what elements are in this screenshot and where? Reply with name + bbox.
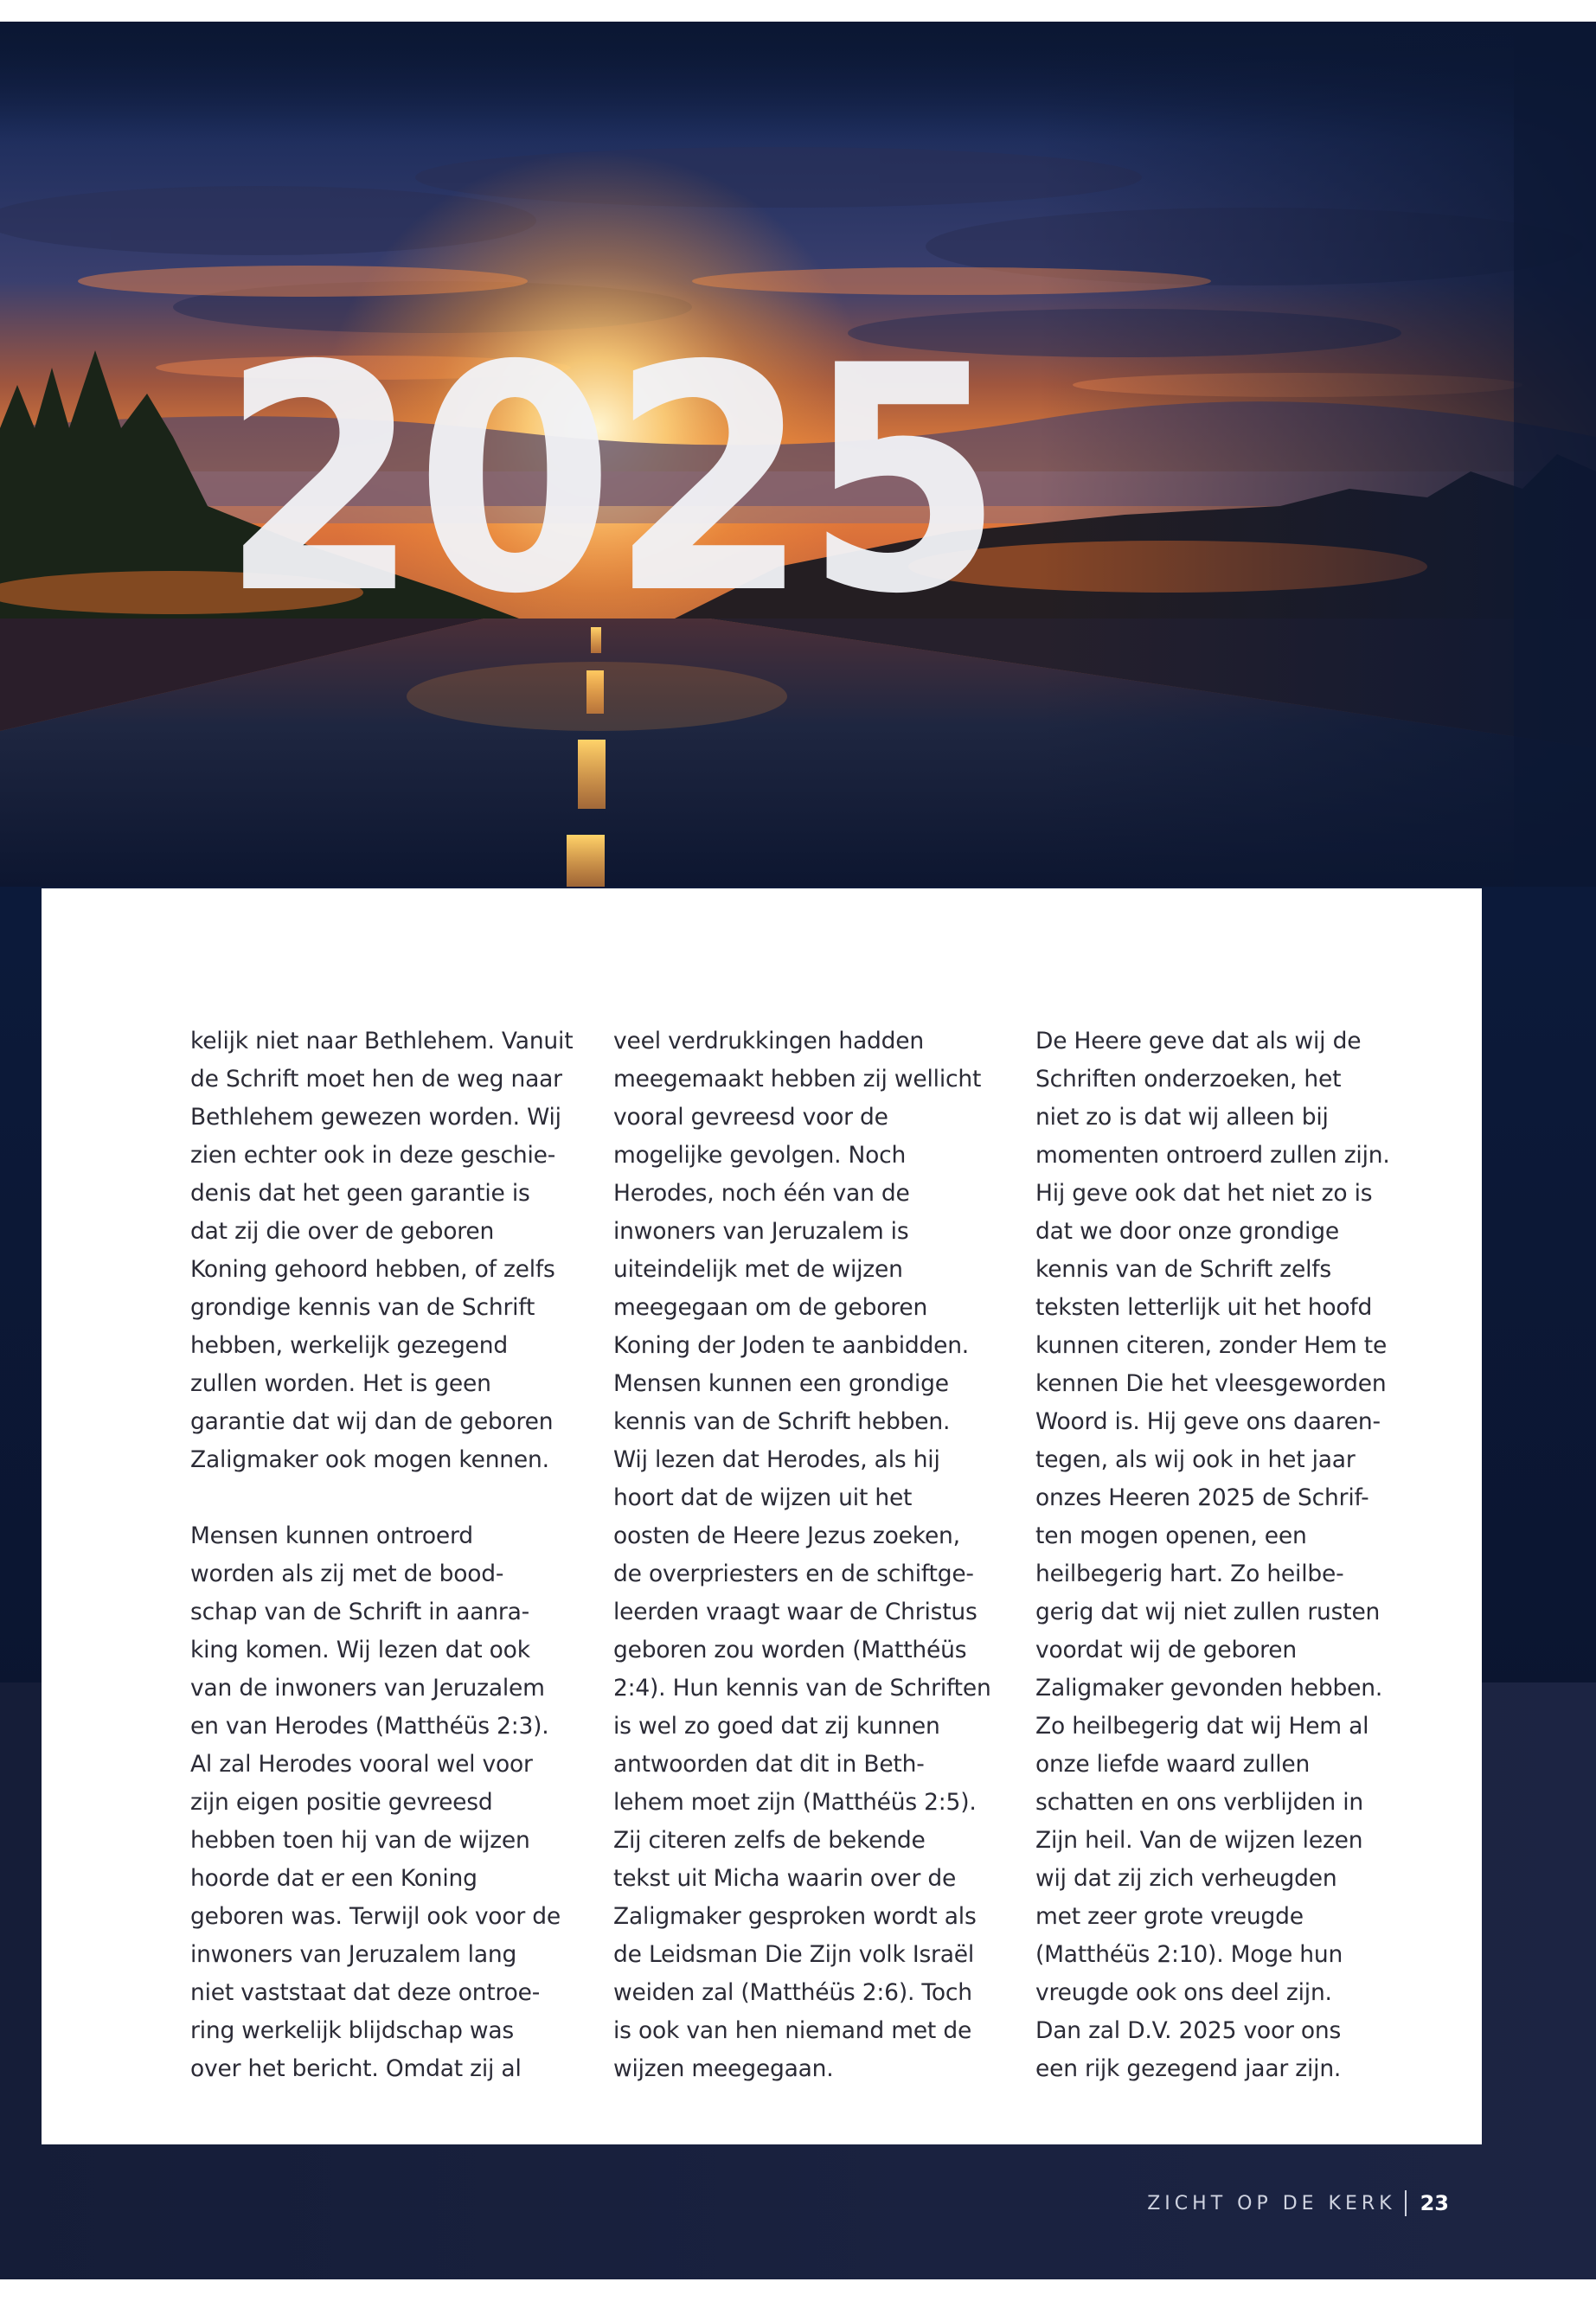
text-line: tegen, als wij ook in het jaar: [1035, 1446, 1356, 1473]
text-line: hebben toen hij van de wijzen: [190, 1827, 530, 1854]
text-line: met zeer grote vreugde: [1035, 1903, 1304, 1930]
text-line: inwoners van Jeruzalem lang: [190, 1941, 517, 1968]
text-line: Herodes, noch één van de: [613, 1180, 910, 1207]
text-line: de Schrift moet hen de weg naar: [190, 1066, 562, 1093]
paragraph: [190, 1022, 574, 1479]
text-line: Zijn heil. Van de wijzen lezen: [1035, 1827, 1363, 1854]
article-column-3: [1035, 1022, 1416, 2088]
text-line: Koning gehoord hebben, of zelfs: [190, 1256, 555, 1283]
text-line: inwoners van Jeruzalem is: [613, 1218, 909, 1245]
text-line: de Leidsman Die Zijn volk Israël: [613, 1941, 975, 1968]
text-line: onzes Heeren 2025 de Schrif-: [1035, 1484, 1369, 1511]
text-line: schap van de Schrift in aanra-: [190, 1599, 530, 1625]
text-line: meegemaakt hebben zij wellicht: [613, 1066, 982, 1093]
text-line: kennis van de Schrift zelfs: [1035, 1256, 1332, 1283]
text-line: kennen Die het vleesgeworden: [1035, 1370, 1387, 1397]
text-line: Schriften onderzoeken, het: [1035, 1066, 1342, 1093]
text-line: tekst uit Micha waarin over de: [613, 1865, 957, 1892]
text-line: vreugde ook ons deel zijn.: [1035, 1979, 1332, 2006]
hero-year-text: 2025: [221, 299, 999, 662]
text-line: en van Herodes (Matthéüs 2:3).: [190, 1713, 549, 1740]
text-line: zien echter ook in deze geschie-: [190, 1142, 556, 1169]
article-column-1: [190, 1022, 574, 2088]
text-line: kunnen citeren, zonder Hem te: [1035, 1332, 1388, 1359]
text-line: Woord is. Hij geve ons daaren-: [1035, 1408, 1381, 1435]
text-line: Koning der Joden te aanbidden.: [613, 1332, 970, 1359]
text-line: dat zij die over de geboren: [190, 1218, 495, 1245]
text-line: (Matthéüs 2:10). Moge hun: [1035, 1941, 1343, 1968]
text-line: hoort dat de wijzen uit het: [613, 1484, 913, 1511]
text-line: Mensen kunnen ontroerd: [190, 1522, 473, 1549]
text-line: garantie dat wij dan de geboren: [190, 1408, 554, 1435]
text-line: Zaligmaker gevonden hebben.: [1035, 1675, 1383, 1702]
text-line: geboren zou worden (Matthéüs: [613, 1637, 967, 1663]
text-line: niet zo is dat wij alleen bij: [1035, 1104, 1329, 1131]
text-line: teksten letterlijk uit het hoofd: [1035, 1294, 1373, 1321]
article-column-2: [613, 1022, 994, 2088]
text-line: mogelijke gevolgen. Noch: [613, 1142, 907, 1169]
text-line: niet vaststaat dat deze ontroe-: [190, 1979, 541, 2006]
text-line: Wij lezen dat Herodes, als hij: [613, 1446, 940, 1473]
text-line: momenten ontroerd zullen zijn.: [1035, 1142, 1390, 1169]
text-line: hebben, werkelijk gezegend: [190, 1332, 509, 1359]
text-line: Al zal Herodes vooral wel voor: [190, 1751, 533, 1778]
text-line: wijzen meegegaan.: [613, 2055, 834, 2082]
text-line: wij dat zij zich verheugden: [1035, 1865, 1337, 1892]
text-line: oosten de Heere Jezus zoeken,: [613, 1522, 960, 1549]
text-line: is wel zo goed dat zij kunnen: [613, 1713, 940, 1740]
text-line: over het bericht. Omdat zij al: [190, 2055, 522, 2082]
text-line: onze liefde waard zullen: [1035, 1751, 1311, 1778]
hero-image: [0, 22, 1596, 887]
text-line: weiden zal (Matthéüs 2:6). Toch: [613, 1979, 972, 2006]
text-line: grondige kennis van de Schrift: [190, 1294, 535, 1321]
text-line: hoorde dat er een Koning: [190, 1865, 478, 1892]
text-line: ten mogen openen, een: [1035, 1522, 1307, 1549]
text-line: worden als zij met de bood-: [190, 1561, 504, 1587]
text-line: schatten en ons verblijden in: [1035, 1789, 1363, 1816]
text-line: Zaligmaker ook mogen kennen.: [190, 1446, 549, 1473]
text-line: een rijk gezegend jaar zijn.: [1035, 2055, 1342, 2082]
page-number: 23: [1420, 2191, 1449, 2215]
text-line: heilbegerig hart. Zo heilbe-: [1035, 1561, 1344, 1587]
paragraph: [1035, 1022, 1416, 2088]
paragraph: [613, 1022, 994, 2088]
text-line: kelijk niet naar Bethlehem. Vanuit: [190, 1028, 574, 1054]
text-line: zijn eigen positie gevreesd: [190, 1789, 493, 1816]
text-line: leerden vraagt waar de Christus: [613, 1599, 977, 1625]
text-line: Dan zal D.V. 2025 voor ons: [1035, 2017, 1342, 2044]
text-line: De Heere geve dat als wij de: [1035, 1028, 1362, 1054]
text-line: Zij citeren zelfs de bekende: [613, 1827, 926, 1854]
paragraph: [190, 1517, 571, 2088]
text-line: king komen. Wij lezen dat ook: [190, 1637, 530, 1663]
text-line: is ook van hen niemand met de: [613, 2017, 972, 2044]
text-line: dat we door onze grondige: [1035, 1218, 1339, 1245]
text-line: ring werkelijk blijdschap was: [190, 2017, 515, 2044]
text-line: Zaligmaker gesproken wordt als: [613, 1903, 977, 1930]
text-line: antwoorden dat dit in Beth-: [613, 1751, 925, 1778]
text-line: geboren was. Terwijl ook voor de: [190, 1903, 561, 1930]
text-line: van de inwoners van Jeruzalem: [190, 1675, 545, 1702]
footer-divider: [1405, 2190, 1407, 2216]
text-line: veel verdrukkingen hadden: [613, 1028, 924, 1054]
magazine-name: ZICHT OP DE KERK: [1147, 2192, 1396, 2214]
text-line: kennis van de Schrift hebben.: [613, 1408, 951, 1435]
text-line: de overpriesters en de schiftge-: [613, 1561, 974, 1587]
text-line: zullen worden. Het is geen: [190, 1370, 491, 1397]
text-line: denis dat het geen garantie is: [190, 1180, 530, 1207]
text-line: vooral gevreesd voor de: [613, 1104, 888, 1131]
text-line: Hij geve ook dat het niet zo is: [1035, 1180, 1373, 1207]
text-line: Zo heilbegerig dat wij Hem al: [1035, 1713, 1369, 1740]
text-line: lehem moet zijn (Matthéüs 2:5).: [613, 1789, 977, 1816]
text-line: uiteindelijk met de wijzen: [613, 1256, 903, 1283]
text-line: meegegaan om de geboren: [613, 1294, 928, 1321]
page-footer: [1147, 2186, 1449, 2221]
text-line: voordat wij de geboren: [1035, 1637, 1297, 1663]
text-line: 2:4). Hun kennis van de Schriften: [613, 1675, 991, 1702]
text-line: Bethlehem gewezen worden. Wij: [190, 1104, 561, 1131]
text-line: gerig dat wij niet zullen rusten: [1035, 1599, 1381, 1625]
text-line: Mensen kunnen een grondige: [613, 1370, 949, 1397]
